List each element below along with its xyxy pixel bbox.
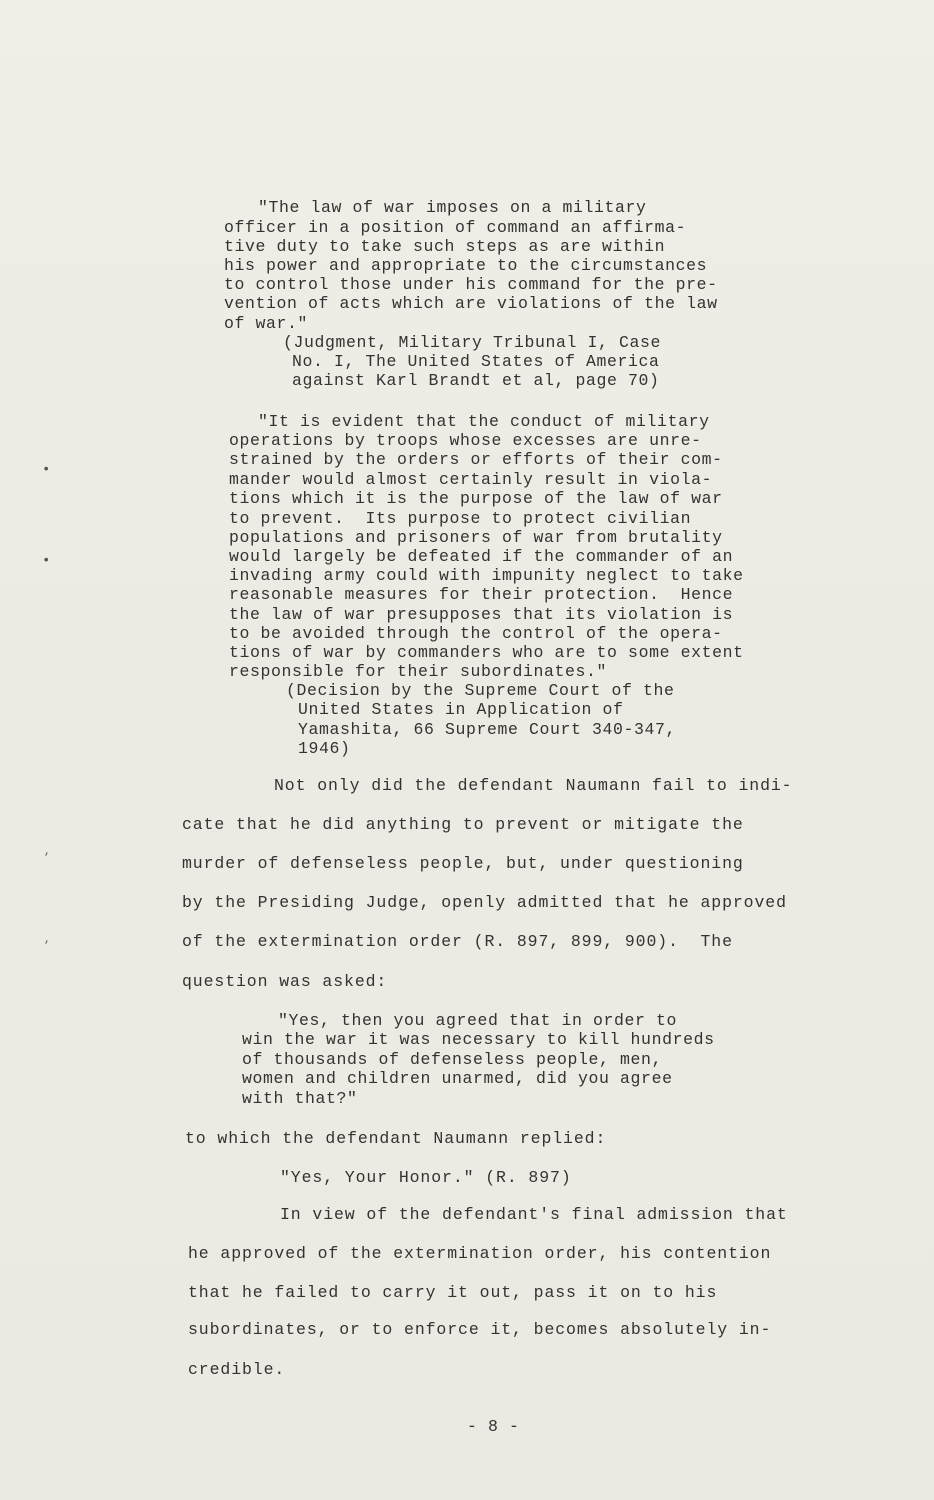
paragraph-line: he approved of the extermination order, his contention (188, 1244, 772, 1263)
quote-line: reasonable measures for their protection. Hence (229, 585, 734, 604)
citation-line: against Karl Brandt et al, page 70) (292, 371, 660, 390)
paragraph-line: question was asked: (182, 972, 388, 991)
quote-line: "Yes, then you agreed that in order to (278, 1011, 678, 1030)
quote-line: of war." (224, 314, 309, 333)
quote-line: operations by troops whose excesses are unre- (229, 431, 702, 450)
quote-line: "The law of war imposes on a military (258, 198, 647, 217)
quote-line: populations and prisoners of war from brutality (229, 528, 723, 547)
paragraph-line: Not only did the defendant Naumann fail to indi- (274, 776, 793, 795)
margin-dot: • (42, 462, 51, 478)
citation-line: United States in Application of (298, 700, 624, 719)
citation-line: No. I, The United States of America (292, 352, 660, 371)
quote-line: to prevent. Its purpose to protect civilian (229, 509, 692, 528)
margin-mark: , (44, 934, 51, 946)
quote-line: tions of war by commanders who are to some extent (229, 643, 744, 662)
margin-mark: , (44, 846, 51, 858)
citation-line: (Decision by the Supreme Court of the (286, 681, 675, 700)
quote-line: win the war it was necessary to kill hundreds (242, 1030, 715, 1049)
quote-line: mander would almost certainly result in viola- (229, 470, 713, 489)
quote-line: to be avoided through the control of the opera- (229, 624, 723, 643)
quote-line: women and children unarmed, did you agree (242, 1069, 673, 1088)
citation-line: 1946) (298, 739, 351, 758)
citation-line: Yamashita, 66 Supreme Court 340-347, (298, 720, 677, 739)
quote-line: officer in a position of command an affirma- (224, 218, 687, 237)
citation-line: (Judgment, Military Tribunal I, Case (283, 333, 662, 352)
quote-line: "It is evident that the conduct of military (258, 412, 710, 431)
page-number: - 8 - (467, 1417, 520, 1436)
quote-line: vention of acts which are violations of the law (224, 294, 718, 313)
paragraph-line: In view of the defendant's final admission that (280, 1205, 788, 1224)
paragraph-line: of the extermination order (R. 897, 899, 900). The (182, 932, 733, 951)
quote-line: tions which it is the purpose of the law of war (229, 489, 723, 508)
quote-line: his power and appropriate to the circumstances (224, 256, 708, 275)
margin-dot: • (42, 553, 51, 569)
quote-line: to control those under his command for the pre- (224, 275, 718, 294)
quote-line: responsible for their subordinates." (229, 662, 608, 681)
quote-line: with that?" (242, 1089, 358, 1108)
paragraph-line: murder of defenseless people, but, under questioning (182, 854, 744, 873)
quote-line: of thousands of defenseless people, men, (242, 1050, 663, 1069)
paragraph-line: credible. (188, 1360, 286, 1379)
quote-line: would largely be defeated if the commander of an (229, 547, 734, 566)
quote-line: the law of war presupposes that its violation is (229, 605, 734, 624)
quote-line: strained by the orders or efforts of their com- (229, 450, 723, 469)
quote-line: invading army could with impunity neglect to take (229, 566, 744, 585)
reply-quote: "Yes, Your Honor." (R. 897) (280, 1168, 572, 1187)
paragraph-line: cate that he did anything to prevent or mitigate the (182, 815, 744, 834)
paragraph-line: subordinates, or to enforce it, becomes absolutely in- (188, 1320, 772, 1339)
paragraph-line: that he failed to carry it out, pass it on to his (188, 1283, 718, 1302)
paragraph-line: by the Presiding Judge, openly admitted that he approved (182, 893, 787, 912)
quote-line: tive duty to take such steps as are within (224, 237, 666, 256)
reply-intro: to which the defendant Naumann replied: (185, 1129, 607, 1148)
